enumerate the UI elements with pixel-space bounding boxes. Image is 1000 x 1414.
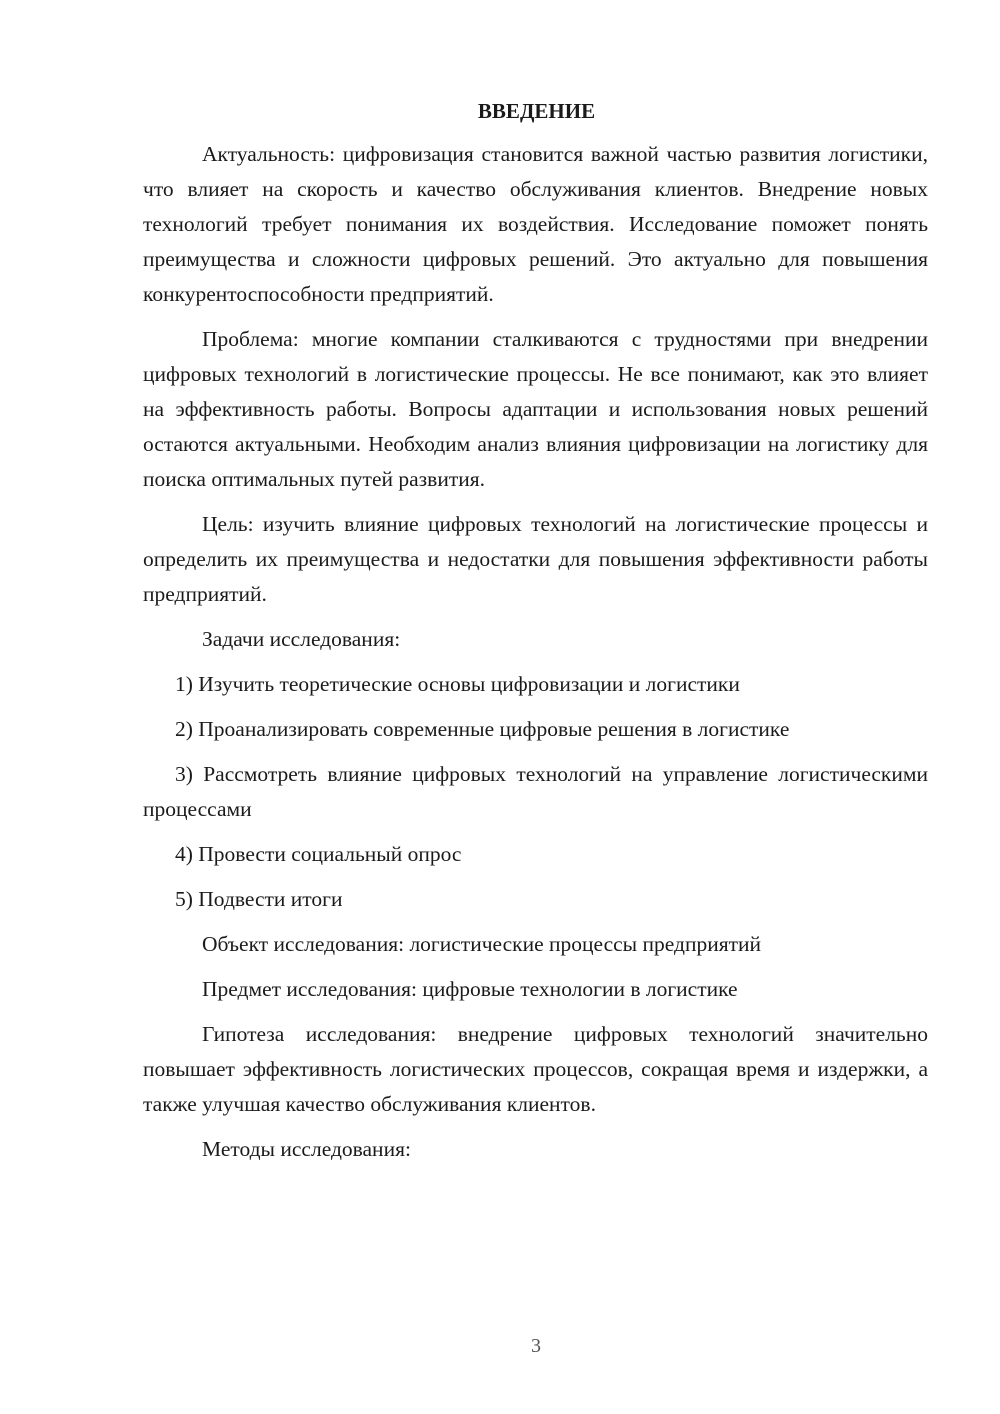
- hypothesis-paragraph: Гипотеза исследования: внедрение цифровых технологий значительно повышает эффективность логистических процессов, сокращая время и издержки, а также улучшая качество обслуживания клиентов.: [143, 1022, 928, 1116]
- task-item-1: 1) Изучить теоретические основы цифровизации и логистики: [175, 672, 740, 696]
- methods-title: Методы исследования:: [202, 1137, 411, 1161]
- section-heading: ВВЕДЕНИЕ: [477, 99, 596, 123]
- document-page: [143, 92, 928, 1177]
- page-number: 3: [531, 1335, 541, 1357]
- problem-paragraph: Проблема: многие компании сталкиваются с трудностями при внедрении цифровых технологий в логистические процессы. Не все понимают, как это влияет на эффективность работы. Вопросы адаптации и использования новых решений остаются актуальными. Необходим анализ влияния цифровизации на логистику для поиска оптимальных путей развития.: [143, 327, 928, 491]
- task-item-3: 3) Рассмотреть влияние цифровых технологий на управление логистическими процессами: [143, 762, 928, 821]
- subject-paragraph: Предмет исследования: цифровые технологии в логистике: [202, 977, 738, 1001]
- task-item-2: 2) Проанализировать современные цифровые решения в логистике: [175, 717, 790, 741]
- task-item-4: 4) Провести социальный опрос: [175, 842, 462, 866]
- goal-paragraph: Цель: изучить влияние цифровых технологий на логистические процессы и определить их преимущества и недостатки для повышения эффективности работы предприятий.: [143, 512, 928, 606]
- task-item-5: 5) Подвести итоги: [175, 887, 343, 911]
- tasks-title: Задачи исследования:: [202, 627, 401, 651]
- object-paragraph: Объект исследования: логистические процессы предприятий: [202, 932, 762, 956]
- relevance-paragraph: Актуальность: цифровизация становится важной частью развития логистики, что влияет на скорость и качество обслуживания клиентов. Внедрение новых технологий требует понимания их воздействия. Исследование поможет понять преимущества и сложности цифровых решений. Это актуально для повышения конкурентоспособности предприятий.: [143, 142, 928, 306]
